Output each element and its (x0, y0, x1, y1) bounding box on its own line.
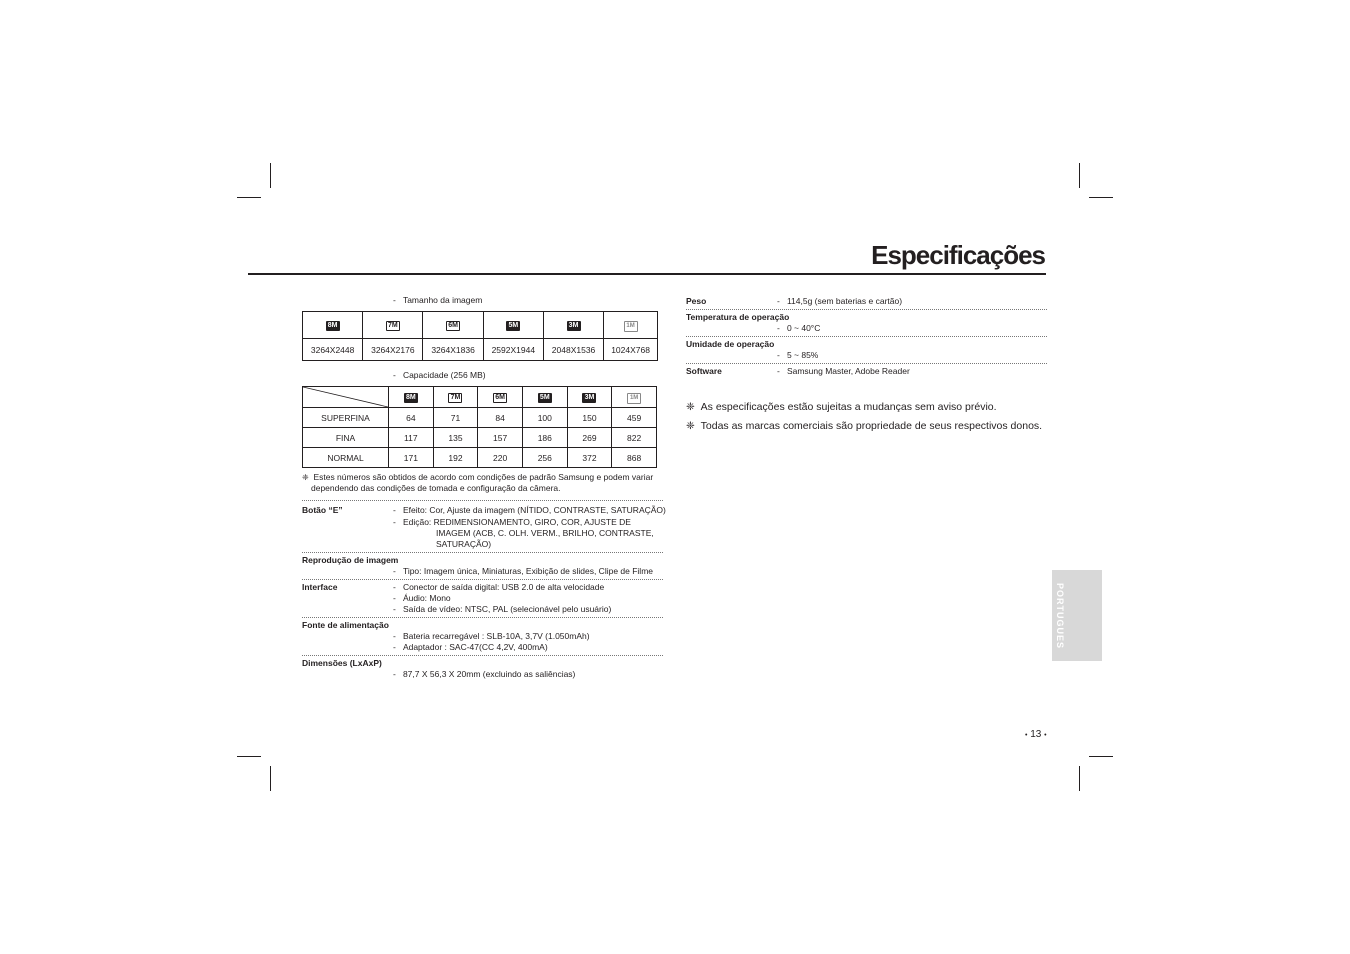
spec-value: - Efeito: Cor, Ajuste da imagem (NÍTIDO, CONTRASTE, SATURAÇÃO) (393, 505, 666, 515)
spec-value: - Edição: REDIMENSIONAMENTO, GIRO, COR, AJUSTE DE (393, 517, 631, 527)
spec-label-interface: Interface (302, 582, 338, 592)
icon-vga: 1M (612, 387, 657, 408)
spec-value: - Tipo: Imagem única, Miniaturas, Exibição de slides, Clipe de Filme (393, 566, 654, 576)
spec-label-umidade: Umidade de operação (686, 339, 775, 349)
spec-label-temperatura: Temperatura de operação (686, 312, 790, 322)
table-cell: 100 (522, 408, 567, 428)
table-row (303, 448, 657, 468)
icon-6m: 6M (478, 387, 523, 408)
crop-mark (1079, 163, 1080, 188)
icon-7m: 7M (363, 312, 423, 339)
crop-mark (237, 756, 261, 757)
crop-mark (1079, 766, 1080, 791)
icon-vga: 1M (604, 312, 658, 339)
diagonal-line (303, 387, 388, 407)
divider (302, 655, 663, 656)
table-cell: 3264X2448 (303, 339, 363, 361)
spec-value: - 0 ~ 40°C (777, 323, 821, 333)
title-divider (248, 273, 1046, 275)
diagonal-header-cell (303, 387, 389, 408)
divider (302, 617, 663, 618)
spec-label-peso: Peso (686, 296, 707, 306)
table-cell: 186 (522, 428, 567, 448)
capacity-table (302, 386, 657, 468)
note-icon: ❈ (302, 473, 309, 482)
divider (686, 363, 1047, 364)
table-row (303, 428, 657, 448)
table-cell: 1024X768 (604, 339, 658, 361)
spec-value: - 5 ~ 85% (777, 350, 819, 360)
note-icon: ❈ (686, 420, 695, 432)
table-cell: 2048X1536 (543, 339, 603, 361)
table-row (303, 408, 657, 428)
spec-value: - Conector de saída digital: USB 2.0 de alta velocidade (393, 582, 605, 592)
capacity-note: ❈ Estes números são obtidos de acordo com condições de padrão Samsung e podem variar dependendo das condições de tomada e configuração da câmera. (302, 472, 654, 493)
table-cell: 3264X1836 (423, 339, 483, 361)
row-label: NORMAL (303, 448, 389, 468)
note-icon: ❈ (686, 401, 695, 413)
page-title: Especificações (871, 240, 1045, 270)
spec-label-software: Software (686, 366, 722, 376)
spec-label-botao-e: Botão “E” (302, 505, 343, 515)
table-cell: 117 (389, 428, 434, 448)
capacity-label: - Capacidade (256 MB) (393, 370, 486, 380)
spec-value: - Áudio: Mono (393, 593, 451, 603)
table-cell: 459 (612, 408, 657, 428)
table-cell: 150 (567, 408, 612, 428)
spec-label-reproducao: Reprodução de imagem (302, 555, 399, 565)
table-cell: 3264X2176 (363, 339, 423, 361)
icon-7m: 7M (433, 387, 478, 408)
table-cell: 135 (433, 428, 478, 448)
page-number: • 13 • (1025, 729, 1047, 740)
table-cell: 372 (567, 448, 612, 468)
spec-value: - Samsung Master, Adobe Reader (777, 366, 910, 376)
table-cell: 192 (433, 448, 478, 468)
spec-label-fonte: Fonte de alimentação (302, 620, 389, 630)
crop-mark (1089, 756, 1113, 757)
spec-value: - 114,5g (sem baterias e cartão) (777, 296, 903, 306)
crop-mark (270, 766, 271, 791)
divider (302, 579, 663, 580)
spec-value: SATURAÇÃO) (436, 539, 492, 549)
divider (686, 336, 1047, 337)
crop-mark (1089, 197, 1113, 198)
table-cell: 64 (389, 408, 434, 428)
icon-5m: 5M (483, 312, 543, 339)
table-cell: 84 (478, 408, 523, 428)
note-item: ❈ Todas as marcas comerciais são propriedade de seus respectivos donos. (686, 420, 1043, 432)
icon-8m: 8M (303, 312, 363, 339)
spec-label-dimensoes: Dimensões (LxAxP) (302, 658, 382, 668)
table-cell: 2592X1944 (483, 339, 543, 361)
divider (686, 309, 1047, 310)
table-cell: 822 (612, 428, 657, 448)
crop-mark (270, 163, 271, 188)
table-cell: 71 (433, 408, 478, 428)
icon-5m: 5M (522, 387, 567, 408)
table-cell: 256 (522, 448, 567, 468)
table-cell: 269 (567, 428, 612, 448)
note-item: ❈ As especificações estão sujeitas a mudanças sem aviso prévio. (686, 401, 997, 413)
icon-3m: 3M (567, 387, 612, 408)
table-cell: 171 (389, 448, 434, 468)
spec-value: - Bateria recarregável : SLB-10A, 3,7V (1.050mAh) (393, 631, 590, 641)
table-cell: 868 (612, 448, 657, 468)
icon-3m: 3M (543, 312, 603, 339)
icon-8m: 8M (389, 387, 434, 408)
image-size-label: - Tamanho da imagem (393, 295, 483, 305)
spec-value: - 87,7 X 56,3 X 20mm (excluindo as saliências) (393, 669, 576, 679)
language-tab-label: PORTUGUES (1055, 583, 1065, 650)
row-label: SUPERFINA (303, 408, 389, 428)
crop-mark (237, 197, 261, 198)
image-size-table (302, 311, 658, 361)
icon-6m: 6M (423, 312, 483, 339)
spec-value: IMAGEM (ACB, C. OLH. VERM., BRILHO, CONTRASTE, (436, 528, 654, 538)
divider (302, 500, 663, 501)
row-label: FINA (303, 428, 389, 448)
divider (302, 552, 663, 553)
table-cell: 157 (478, 428, 523, 448)
spec-value: - Saída de vídeo: NTSC, PAL (selecionável pelo usuário) (393, 604, 612, 614)
table-cell: 220 (478, 448, 523, 468)
spec-value: - Adaptador : SAC-47(CC 4,2V, 400mA) (393, 642, 548, 652)
